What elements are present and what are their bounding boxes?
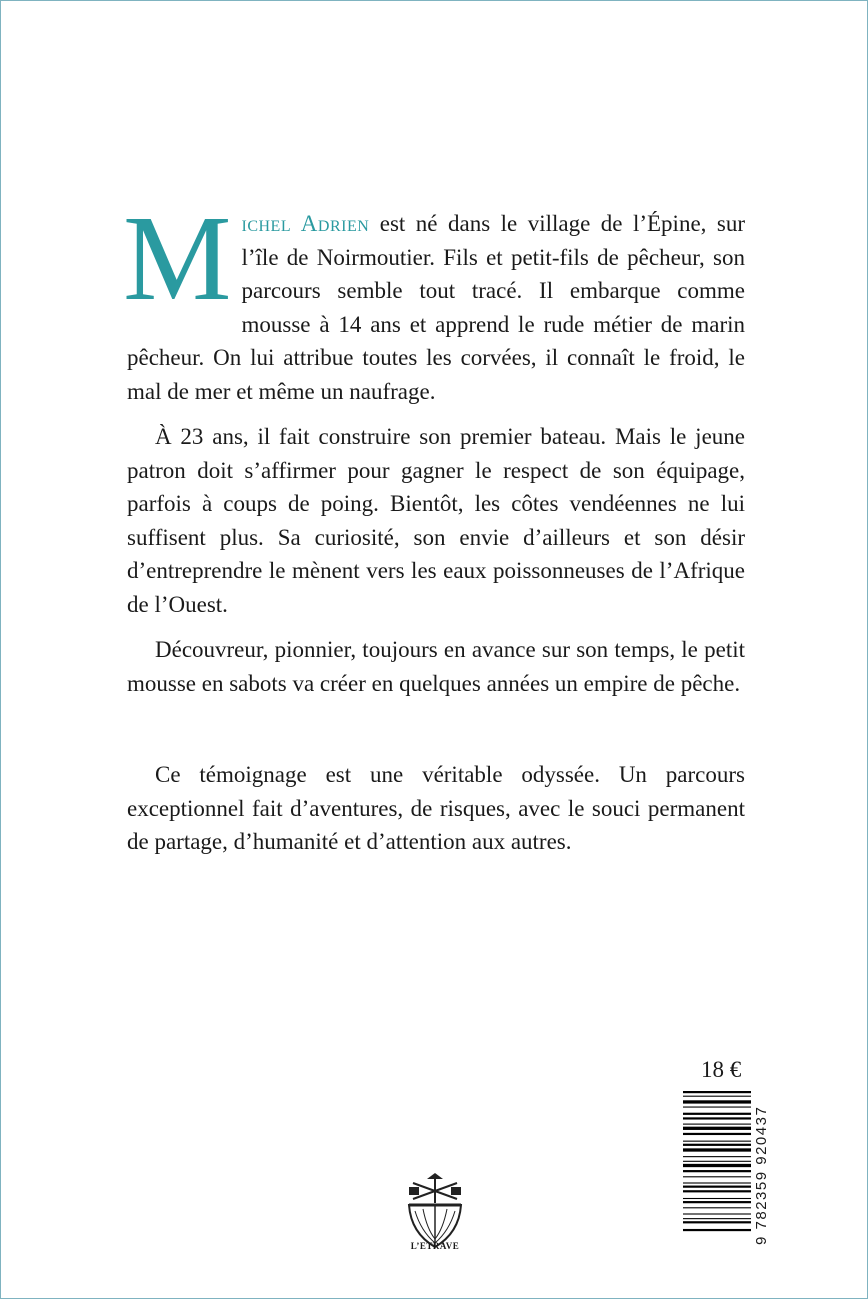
author-name: ichel Adrien bbox=[241, 211, 370, 236]
paragraph-2: À 23 ans, il fait construire son premier bateau. Mais le jeune patron doit s’affirmer pour gagner le respect de son équipage, parfois à coups de poing. Bientôt, les côtes vendéennes ne lui suffisent plus. Sa curiosité, son envie d’ailleurs et son désir d’entreprendre le mènent vers les eaux poissonneuses de l’Afrique de l’Ouest. bbox=[127, 424, 745, 617]
publisher-name: L’ETRAVE bbox=[410, 1241, 460, 1251]
barcode-stripe bbox=[683, 1170, 751, 1172]
barcode-stripe bbox=[683, 1127, 751, 1130]
barcode-stripe bbox=[683, 1091, 751, 1093]
intro-paragraph bbox=[123, 191, 745, 408]
barcode-stripe bbox=[683, 1229, 751, 1231]
barcode-stripe bbox=[683, 1113, 751, 1115]
barcode-stripe bbox=[683, 1161, 751, 1162]
paragraph-3: Découvreur, pionnier, toujours en avance sur son temps, le petit mousse en sabots va créer en quelques années un empire de pêche. bbox=[127, 637, 745, 696]
barcode-stripe bbox=[683, 1207, 751, 1208]
barcode-number: 9 782359 920437 bbox=[753, 1105, 770, 1245]
barcode-stripe bbox=[683, 1190, 751, 1192]
barcode-stripe bbox=[683, 1198, 751, 1199]
barcode-stripe bbox=[683, 1164, 751, 1167]
barcode-stripe bbox=[683, 1141, 751, 1142]
closing-paragraph: Ce témoignage est une véritable odyssée. Un parcours exceptionnel fait d’aventures, de risques, avec le souci permanent de partage, d’humanité et d’attention aux autres. bbox=[127, 762, 745, 854]
barcode-stripe bbox=[683, 1133, 751, 1135]
barcode-stripe bbox=[683, 1221, 751, 1223]
drop-cap: M bbox=[123, 191, 232, 326]
barcode-stripe bbox=[683, 1096, 751, 1097]
intro-text: est né dans le village de l’Épine, sur l’île de Noirmoutier. Fils et petit-fils de pêcheur, son parcours semble tout tracé. Il embarque comme mousse à 14 ans et apprend le rude métier de marin pêcheur. On lui attribue toutes les corvées, il connaît le froid, le mal de mer et même un naufrage. bbox=[127, 211, 745, 404]
barcode-stripe bbox=[683, 1117, 751, 1119]
barcode-stripe bbox=[683, 1144, 751, 1146]
barcode-stripe bbox=[683, 1156, 751, 1157]
barcode-stripe bbox=[683, 1213, 751, 1214]
price: 18 € bbox=[701, 1057, 742, 1082]
barcode-stripe bbox=[683, 1218, 751, 1219]
barcode-stripe bbox=[683, 1182, 751, 1183]
blurb bbox=[123, 191, 745, 871]
barcode-stripe bbox=[683, 1148, 751, 1151]
barcode bbox=[683, 1091, 751, 1259]
barcode-stripe bbox=[683, 1107, 751, 1108]
barcode-stripe bbox=[683, 1176, 751, 1177]
barcode-stripe bbox=[683, 1201, 751, 1203]
barcode-stripe bbox=[683, 1124, 751, 1125]
barcode-stripe bbox=[683, 1186, 751, 1188]
barcode-stripe bbox=[683, 1100, 751, 1103]
